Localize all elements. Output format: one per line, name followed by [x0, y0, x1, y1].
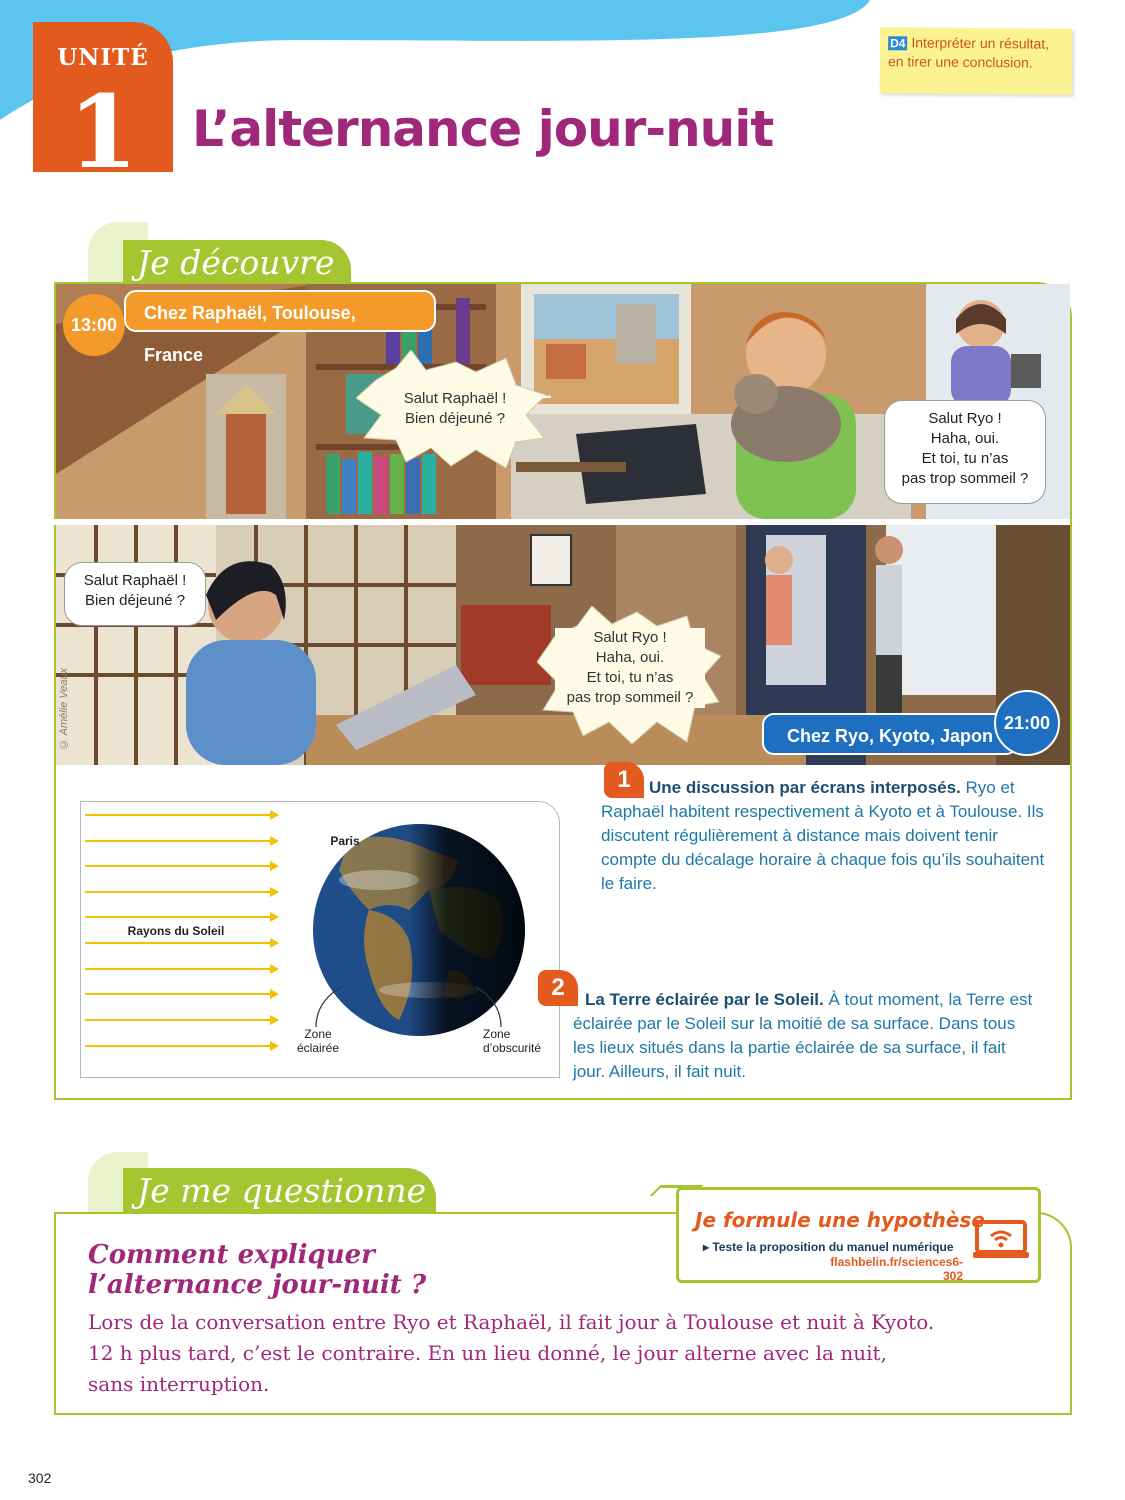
speech-line: Salut Ryo !	[928, 410, 1002, 427]
skill-text-line1: Interpréter un résultat,	[911, 34, 1050, 52]
label-lit-zone	[293, 1027, 343, 1055]
speech-burst-top-text	[390, 389, 520, 429]
page-title: L’alternance jour-nuit	[192, 100, 774, 158]
speech-line: Bien déjeuné ?	[404, 410, 506, 427]
hypothesis-link[interactable]: flashbelin.fr/sciences6-302	[830, 1255, 963, 1283]
label-lit-line: Zone	[304, 1027, 332, 1041]
earth-diagram	[80, 801, 560, 1078]
speech-line: pas trop sommeil ?	[901, 470, 1029, 487]
zone-pointer-lines	[311, 972, 511, 1032]
label-sun-rays: Rayons du Soleil	[121, 922, 231, 940]
speech-line: pas trop sommeil ?	[566, 689, 694, 706]
panel-divider	[54, 519, 1070, 525]
unit-tab	[33, 22, 173, 191]
time-badge-toulouse: 13:00	[63, 294, 125, 356]
doc-1-body: Ryo et Raphaël habitent respectivement à Kyoto et à Toulouse. Ils discutent régulièrement à distance mais doivent tenir compte du décalage horaire à chaque fois qu’ils souhaitent le faire.	[601, 778, 1045, 893]
unit-number: 1	[68, 73, 138, 191]
doc-number-1: 1	[604, 762, 644, 798]
laptop-wifi-icon[interactable]	[973, 1220, 1029, 1260]
skill-code: D4	[890, 36, 906, 51]
label-dark-line: Zone	[483, 1027, 511, 1041]
illustration-credit: © Amélie Veaux	[58, 667, 70, 750]
hypothesis-line-text: Teste la proposition du manuel numérique	[712, 1240, 954, 1254]
section-title-discover: Je découvre	[123, 240, 351, 286]
hypothesis-box[interactable]	[676, 1187, 1041, 1283]
speech-line: Salut Ryo !	[593, 629, 667, 646]
label-dark-line: d’obscurité	[483, 1041, 542, 1055]
page-number: 302	[28, 1470, 52, 1486]
doc-2-body: À tout moment, la Terre est éclairée par le Soleil sur la moitié de sa surface. Dans tous les lieux situés dans la partie éclairée de sa surface, il fait jour. Ailleurs, il fait nuit.	[573, 990, 1033, 1081]
sun-ray-arrow	[85, 942, 271, 944]
place-tag-toulouse: Chez Raphaël, Toulouse, France	[124, 290, 436, 332]
doc-number-2: 2	[538, 970, 578, 1006]
speech-burst-bottom-text	[555, 628, 705, 708]
speech-line: Haha, oui.	[595, 649, 665, 666]
speech-line: Et toi, tu n’as	[586, 669, 674, 686]
skill-text-line2: en tirer une conclusion.	[887, 53, 1033, 71]
doc-1-text	[601, 776, 1046, 896]
label-paris: Paris	[330, 834, 360, 848]
speech-line: Salut Raphaël !	[403, 390, 507, 407]
question-text	[88, 1307, 1048, 1400]
question-text-line: Lors de la conversation entre Ryo et Raphaël, il fait jour à Toulouse et nuit à Kyoto.	[88, 1310, 935, 1334]
time-badge-kyoto: 21:00	[994, 690, 1060, 756]
sun-ray-arrow	[85, 1019, 271, 1021]
doc-2-text	[573, 988, 1035, 1084]
sun-ray-arrow	[85, 1045, 271, 1047]
speech-bubble-raphael	[884, 400, 1046, 504]
arrow-right-icon: ▸	[703, 1240, 713, 1254]
speech-line: Haha, oui.	[930, 430, 1000, 447]
sun-ray-arrow	[85, 968, 271, 970]
skill-sticky-note	[880, 27, 1073, 95]
sun-ray-arrow	[85, 865, 271, 867]
hypothesis-line	[703, 1240, 954, 1254]
label-lit-line: éclairée	[296, 1041, 340, 1055]
section-title-question: Je me questionne	[123, 1168, 436, 1214]
question-text-line: 12 h plus tard, c’est le contraire. En un lieu donné, le jour alterne avec la nuit,	[88, 1341, 887, 1365]
speech-line: Salut Raphaël !	[83, 572, 187, 589]
speech-bubble-ryo	[64, 562, 206, 626]
question-title-line: l’alternance jour-nuit ?	[88, 1270, 427, 1300]
sun-ray-arrow	[85, 916, 271, 918]
sun-ray-arrow	[85, 814, 271, 816]
question-title-line: Comment expliquer	[88, 1240, 375, 1270]
question-title	[88, 1240, 508, 1300]
label-dark-zone	[483, 1027, 555, 1055]
doc-1-title: Une discussion par écrans interposés.	[649, 778, 961, 797]
sun-ray-arrow	[85, 993, 271, 995]
place-tag-kyoto: Chez Ryo, Kyoto, Japon	[762, 713, 1018, 755]
unit-label: UNITÉ	[57, 44, 149, 71]
hypothesis-title: Je formule une hypothèse	[695, 1208, 985, 1232]
sun-ray-arrow	[85, 840, 271, 842]
doc-2-title: La Terre éclairée par le Soleil.	[585, 990, 824, 1009]
sun-ray-arrow	[85, 891, 271, 893]
question-text-line: sans interruption.	[88, 1372, 270, 1396]
speech-line: Bien déjeuné ?	[84, 592, 186, 609]
speech-line: Et toi, tu n’as	[921, 450, 1009, 467]
